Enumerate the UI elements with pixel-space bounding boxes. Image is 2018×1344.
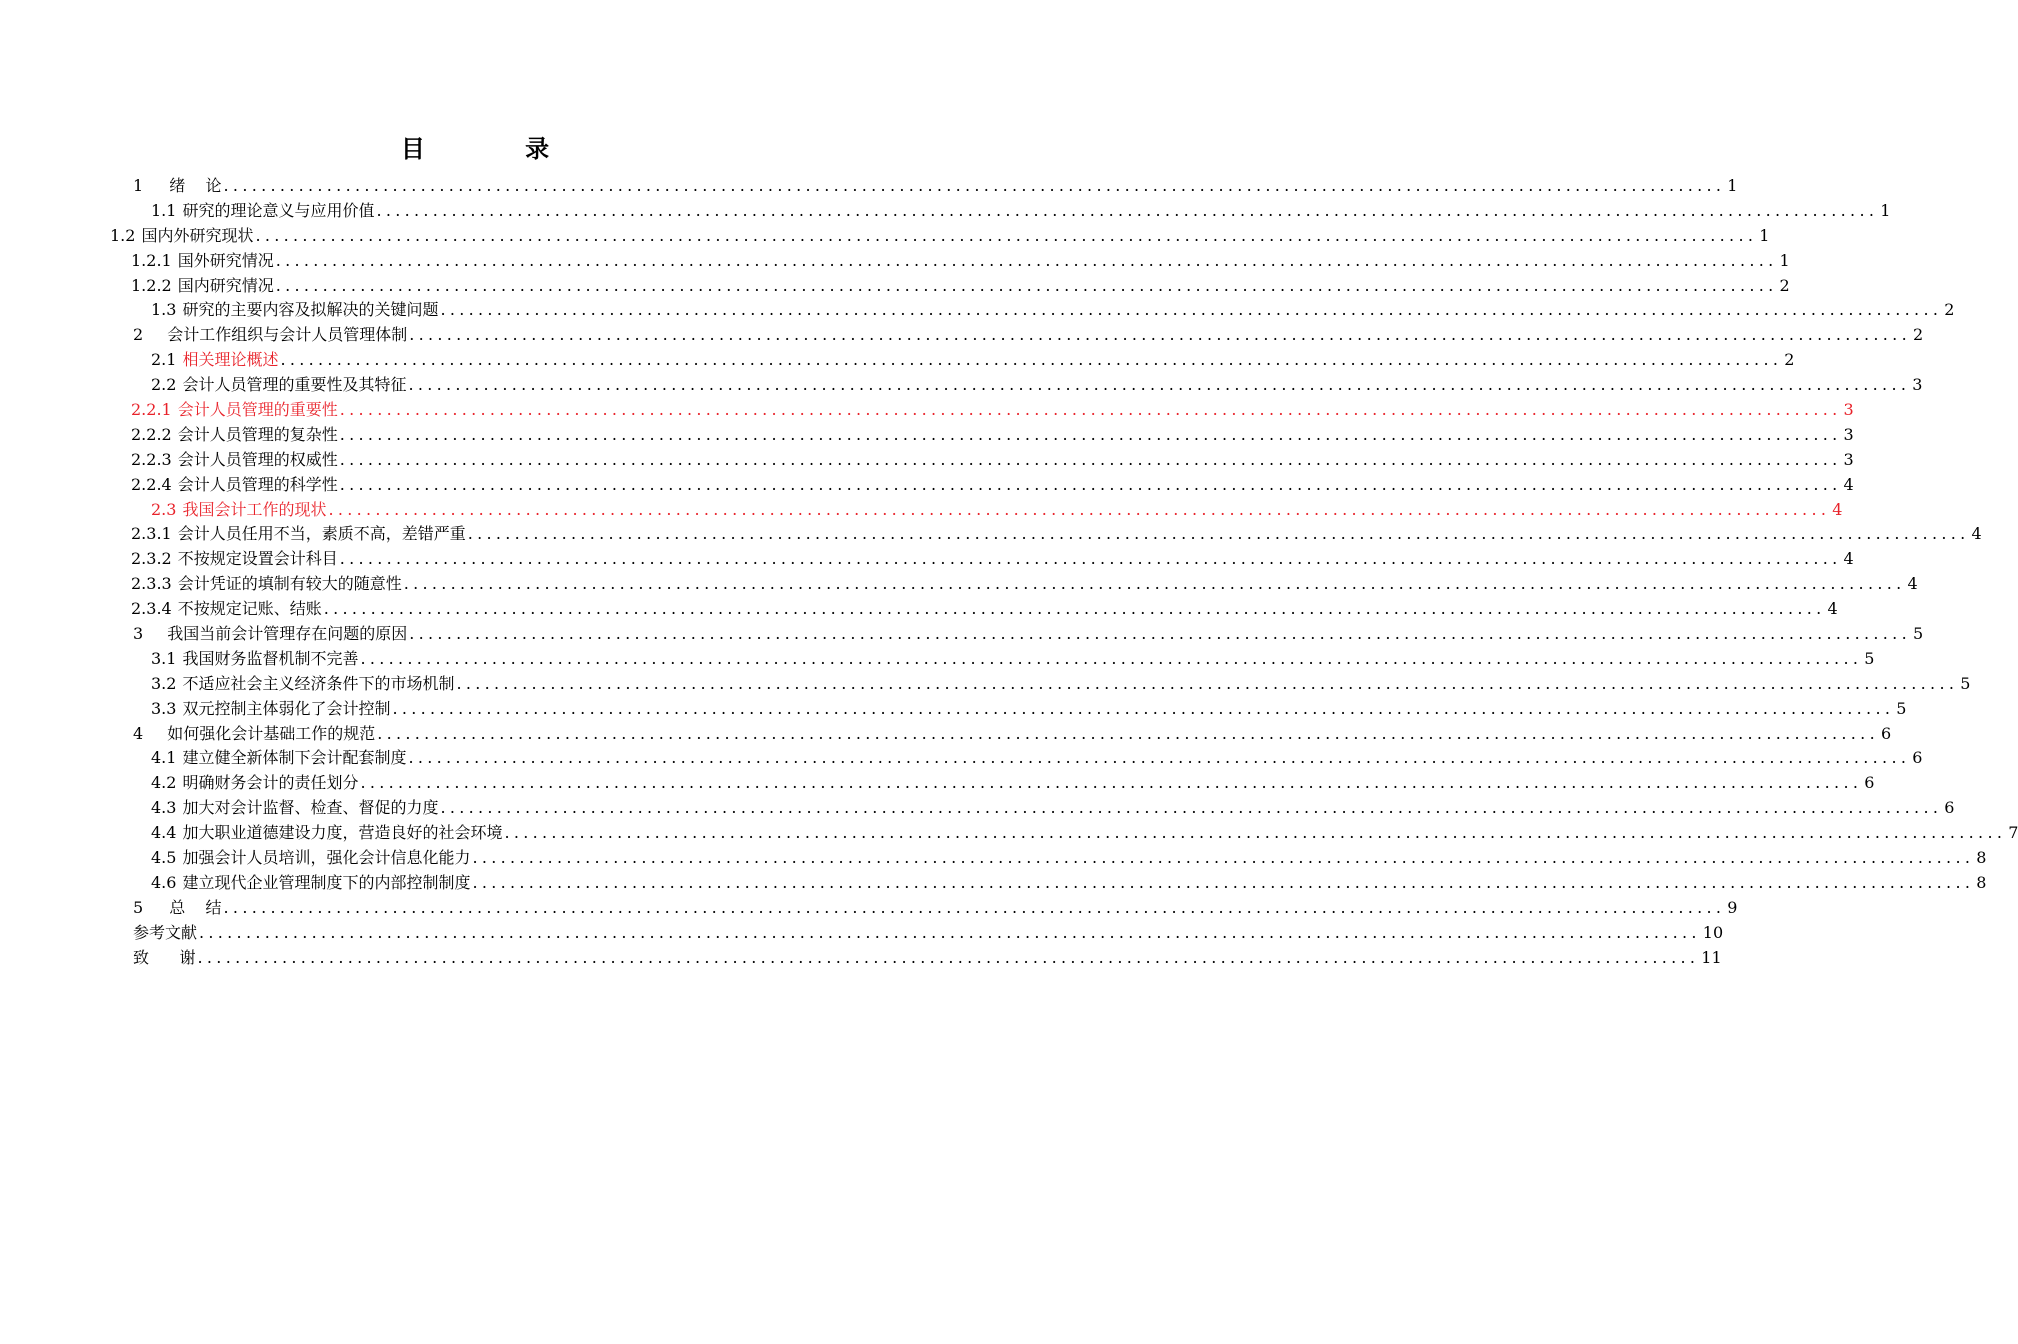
toc-entry-label: 致 谢 <box>133 947 196 967</box>
toc-entry[interactable] <box>0 821 2018 846</box>
toc-entry-text <box>133 896 222 921</box>
toc-entry-number: 3.1 <box>151 648 177 668</box>
toc-entry[interactable] <box>0 597 1838 622</box>
toc-entry-label: 我国当前会计管理存在问题的原因 <box>167 624 408 644</box>
toc-entry-text <box>151 796 438 821</box>
toc-page-number: 5 <box>1912 624 1924 644</box>
toc-page-number: 1 <box>1727 176 1738 195</box>
toc-page-number: 9 <box>1727 897 1738 917</box>
toc-dot-leader: ................................................................................................................................................................ <box>223 176 1726 195</box>
toc-page-number: 2 <box>1944 300 1955 320</box>
toc-entry[interactable] <box>0 174 1738 199</box>
toc-entry-text <box>151 746 406 771</box>
toc-entry-label: 国内研究情况 <box>177 275 274 295</box>
toc-entry[interactable] <box>0 846 1987 871</box>
toc-entry[interactable] <box>0 323 1924 348</box>
toc-page-number: 4 <box>1832 499 1843 519</box>
toc-dot-leader: ................................................................................................................................................................ <box>255 225 1758 245</box>
toc-entry[interactable] <box>0 672 1971 697</box>
toc-dot-leader: ................................................................................................................................................................ <box>199 922 1701 942</box>
toc-entry-text <box>151 672 454 697</box>
toc-entry[interactable] <box>0 722 1892 747</box>
toc-page-number: 6 <box>1864 773 1875 793</box>
toc-entry-number: 5 <box>133 897 144 917</box>
toc-entry-label: 加大对会计监督、检查、督促的力度 <box>182 798 439 818</box>
toc-entry-text <box>131 547 338 572</box>
toc-dot-leader: ................................................................................................................................................................ <box>197 947 1700 967</box>
toc-entry[interactable] <box>0 249 1790 274</box>
toc-entry-text <box>131 398 338 423</box>
toc-entry-number: 2.2 <box>151 375 177 395</box>
toc-page-number: 7 <box>2008 823 2018 843</box>
toc-entry-text <box>151 348 278 373</box>
toc-entry-text <box>151 846 470 871</box>
toc-entry-label: 我国会计工作的现状 <box>182 499 327 519</box>
toc-entry-label: 国内外研究现状 <box>141 225 254 245</box>
toc-entry-number: 2.3.4 <box>131 599 172 619</box>
toc-dot-leader: ................................................................................................................................................................ <box>360 648 1863 668</box>
toc-dot-leader: ................................................................................................................................................................ <box>467 524 1970 544</box>
toc-entry[interactable] <box>0 298 1955 323</box>
toc-entry[interactable] <box>0 622 1924 647</box>
toc-page-number: 3 <box>1912 375 1923 395</box>
toc-dot-leader: ................................................................................................................................................................ <box>392 698 1895 718</box>
toc-entry-text <box>151 373 406 398</box>
toc-page-number: 5 <box>1864 648 1875 668</box>
toc-entry-text <box>131 448 338 473</box>
toc-page-number: 5 <box>1896 698 1907 718</box>
toc-entry-number: 2.2.2 <box>131 424 172 444</box>
toc-entry-text <box>131 522 466 547</box>
toc-dot-leader: ................................................................................................................................................................ <box>440 300 1943 320</box>
toc-dot-leader: ................................................................................................................................................................ <box>377 723 1879 743</box>
toc-entry[interactable] <box>0 373 1923 398</box>
toc-entry-label: 研究的主要内容及拟解决的关键问题 <box>182 300 439 320</box>
toc-page-number: 5 <box>1960 673 1971 693</box>
toc-page-number: 3 <box>1843 424 1854 444</box>
toc-entry[interactable] <box>0 522 1982 547</box>
toc-entry-label: 会计人员任用不当，素质不高，差错严重 <box>177 524 466 544</box>
toc-entry-text <box>131 597 322 622</box>
toc-entry[interactable] <box>0 274 1790 299</box>
toc-entry[interactable] <box>0 572 1918 597</box>
toc-entry[interactable] <box>0 547 1854 572</box>
toc-entry-label: 双元控制主体弱化了会计控制 <box>182 698 391 718</box>
toc-entry-number: 2.3.2 <box>131 549 172 569</box>
toc-dot-leader: ................................................................................................................................................................ <box>472 848 1975 868</box>
toc-entry-number: 4.6 <box>151 872 177 892</box>
toc-entry-label: 不适应社会主义经济条件下的市场机制 <box>182 673 455 693</box>
toc-entry-text <box>151 199 374 224</box>
toc-entry[interactable] <box>0 697 1907 722</box>
toc-entry-number: 1.2.2 <box>131 275 172 295</box>
toc-dot-leader: ................................................................................................................................................................ <box>472 872 1975 892</box>
toc-entry-label: 会计人员管理的重要性 <box>177 400 338 420</box>
toc-entry-text <box>131 274 274 299</box>
toc-dot-leader: ................................................................................................................................................................ <box>223 897 1726 917</box>
toc-dot-leader: ................................................................................................................................................................ <box>339 549 1842 569</box>
toc-page-number: 6 <box>1944 798 1955 818</box>
toc-page-number: 6 <box>1912 748 1923 768</box>
toc-entry[interactable] <box>0 398 1854 423</box>
toc-dot-leader: ................................................................................................................................................................ <box>360 773 1863 793</box>
toc-entry-text <box>133 722 375 747</box>
toc-dot-leader: ................................................................................................................................................................ <box>339 424 1842 444</box>
toc-page-number: 1 <box>1880 200 1891 220</box>
toc-entry[interactable] <box>0 224 1770 249</box>
toc-entry[interactable] <box>0 498 1843 523</box>
toc-entry-label: 明确财务会计的责任划分 <box>182 773 359 793</box>
toc-entry-number: 4.1 <box>151 748 177 768</box>
toc-entry-label: 不按规定记账、结账 <box>177 599 322 619</box>
toc-title: 目 录 <box>400 134 596 163</box>
toc-dot-leader: ................................................................................................................................................................ <box>339 449 1842 469</box>
toc-entry[interactable] <box>0 473 1854 498</box>
toc-page-number: 2 <box>1779 275 1790 295</box>
toc-dot-leader: ................................................................................................................................................................ <box>408 375 1911 395</box>
toc-entry-number: 4.2 <box>151 773 177 793</box>
toc-entry[interactable] <box>0 199 1891 224</box>
toc-entry[interactable] <box>0 647 1875 672</box>
toc-page-number: 11 <box>1701 947 1722 967</box>
toc-entry-text <box>151 771 358 796</box>
toc-dot-leader: ................................................................................................................................................................ <box>376 200 1879 220</box>
toc-dot-leader: ................................................................................................................................................................ <box>275 275 1778 295</box>
toc-entry-label: 建立健全新体制下会计配套制度 <box>182 748 407 768</box>
toc-entry-label: 如何强化会计基础工作的规范 <box>167 723 376 743</box>
toc-page-number: 10 <box>1702 922 1724 942</box>
toc-entry-number: 3.2 <box>151 673 177 693</box>
toc-entry-number: 2.3 <box>151 499 177 519</box>
toc-entry-label: 加强会计人员培训，强化会计信息化能力 <box>182 848 471 868</box>
toc-entry-text <box>133 174 222 199</box>
toc-entry-number: 1.2.1 <box>131 250 172 270</box>
toc-dot-leader: ................................................................................................................................................................ <box>339 474 1842 494</box>
toc-entry[interactable] <box>0 771 1875 796</box>
toc-entry-number: 2.2.4 <box>131 474 172 494</box>
toc-entry-label: 总 结 <box>169 897 222 917</box>
toc-entry-label: 加大职业道德建设力度，营造良好的社会环境 <box>182 823 503 843</box>
toc-entry-number: 2.3.1 <box>131 524 172 544</box>
toc-entry-label: 不按规定设置会计科目 <box>177 549 338 569</box>
toc-entry[interactable] <box>0 921 1724 946</box>
toc-page-number: 4 <box>1971 524 1982 544</box>
toc-dot-leader: ................................................................................................................................................................ <box>339 400 1842 420</box>
toc-dot-leader: ................................................................................................................................................................ <box>403 574 1906 594</box>
toc-dot-leader: ................................................................................................................................................................ <box>280 350 1783 370</box>
toc-entry-number: 2.3.3 <box>131 574 172 594</box>
toc-entry-text <box>151 871 470 896</box>
toc-entry[interactable] <box>0 896 1738 921</box>
toc-page-number: 8 <box>1976 872 1987 892</box>
toc-dot-leader: ................................................................................................................................................................ <box>408 748 1911 768</box>
toc-entry-number: 3 <box>133 624 144 644</box>
toc-entry-number: 2.2.1 <box>131 400 172 420</box>
toc-page-number: 4 <box>1827 599 1838 619</box>
toc-dot-leader: ................................................................................................................................................................ <box>323 599 1826 619</box>
toc-entry-text <box>151 298 438 323</box>
toc-entry-label: 研究的理论意义与应用价值 <box>182 200 375 220</box>
toc-entry-number: 2.1 <box>151 350 177 370</box>
toc-entry-number: 3.3 <box>151 698 177 718</box>
toc-page-number: 6 <box>1880 723 1892 743</box>
toc-entry-text <box>131 473 338 498</box>
toc-entry-label: 会计人员管理的重要性及其特征 <box>182 375 407 395</box>
toc-entry-text <box>133 921 197 946</box>
toc-entry-number: 1.1 <box>151 200 177 220</box>
toc-entry-label: 国外研究情况 <box>177 250 274 270</box>
toc-entry-label: 绪 论 <box>169 176 222 195</box>
toc-entry-number: 4.5 <box>151 848 177 868</box>
toc-entry[interactable] <box>0 448 1854 473</box>
toc-entry-label: 会计凭证的填制有较大的随意性 <box>177 574 402 594</box>
toc-entry-text <box>151 498 326 523</box>
toc-entry[interactable] <box>0 946 1722 971</box>
toc-entry-number: 2.2.3 <box>131 449 172 469</box>
toc-page-number: 4 <box>1907 574 1918 594</box>
toc-entry-label: 建立现代企业管理制度下的内部控制制度 <box>182 872 471 892</box>
toc-entry-text <box>110 224 253 249</box>
toc-entry-text <box>133 622 407 647</box>
toc-entry-label: 会计工作组织与会计人员管理体制 <box>167 325 408 345</box>
toc-entry-text <box>131 249 274 274</box>
toc-page-number: 2 <box>1912 325 1924 345</box>
toc-entry-text <box>133 946 196 971</box>
toc-entry-text <box>151 697 390 722</box>
toc-entry-number: 1.2 <box>110 225 136 245</box>
toc-entry-text <box>133 323 407 348</box>
toc-entry-text <box>131 423 338 448</box>
toc-dot-leader: ................................................................................................................................................................ <box>456 673 1959 693</box>
toc-page-number: 2 <box>1784 350 1795 370</box>
toc-entry-number: 4.4 <box>151 823 177 843</box>
toc-entry-number: 1.3 <box>151 300 177 320</box>
toc-entry-text <box>131 572 402 597</box>
toc-entry-number: 4 <box>133 723 144 743</box>
table-of-contents <box>0 174 2018 971</box>
toc-page-number: 3 <box>1843 400 1854 420</box>
toc-entry-number: 4.3 <box>151 798 177 818</box>
toc-entry-number: 2 <box>133 325 144 345</box>
toc-page-number: 1 <box>1759 225 1770 245</box>
toc-entry-text <box>151 821 502 846</box>
toc-dot-leader: ................................................................................................................................................................ <box>440 798 1943 818</box>
toc-entry[interactable] <box>0 871 1987 896</box>
toc-entry-label: 相关理论概述 <box>182 350 279 370</box>
toc-page-number: 8 <box>1976 848 1987 868</box>
toc-page-number: 4 <box>1843 474 1854 494</box>
toc-page-number: 1 <box>1779 250 1790 270</box>
toc-page-number: 3 <box>1843 449 1854 469</box>
toc-entry-label: 会计人员管理的权威性 <box>177 449 338 469</box>
toc-entry-label: 我国财务监督机制不完善 <box>182 648 359 668</box>
toc-entry-number: 1 <box>133 176 144 195</box>
toc-dot-leader: ................................................................................................................................................................ <box>275 250 1778 270</box>
toc-dot-leader: ................................................................................................................................................................ <box>504 823 2007 843</box>
toc-dot-leader: ................................................................................................................................................................ <box>409 624 1911 644</box>
toc-entry[interactable] <box>0 423 1854 448</box>
toc-entry[interactable] <box>0 348 1795 373</box>
toc-entry-label: 会计人员管理的复杂性 <box>177 424 338 444</box>
toc-entry[interactable] <box>0 796 1955 821</box>
toc-entry-label: 会计人员管理的科学性 <box>177 474 338 494</box>
toc-dot-leader: ................................................................................................................................................................ <box>328 499 1831 519</box>
toc-entry-label: 参考文献 <box>133 922 198 942</box>
toc-dot-leader: ................................................................................................................................................................ <box>409 325 1911 345</box>
toc-entry[interactable] <box>0 746 1923 771</box>
toc-entry-text <box>151 647 358 672</box>
toc-page-number: 4 <box>1843 549 1854 569</box>
